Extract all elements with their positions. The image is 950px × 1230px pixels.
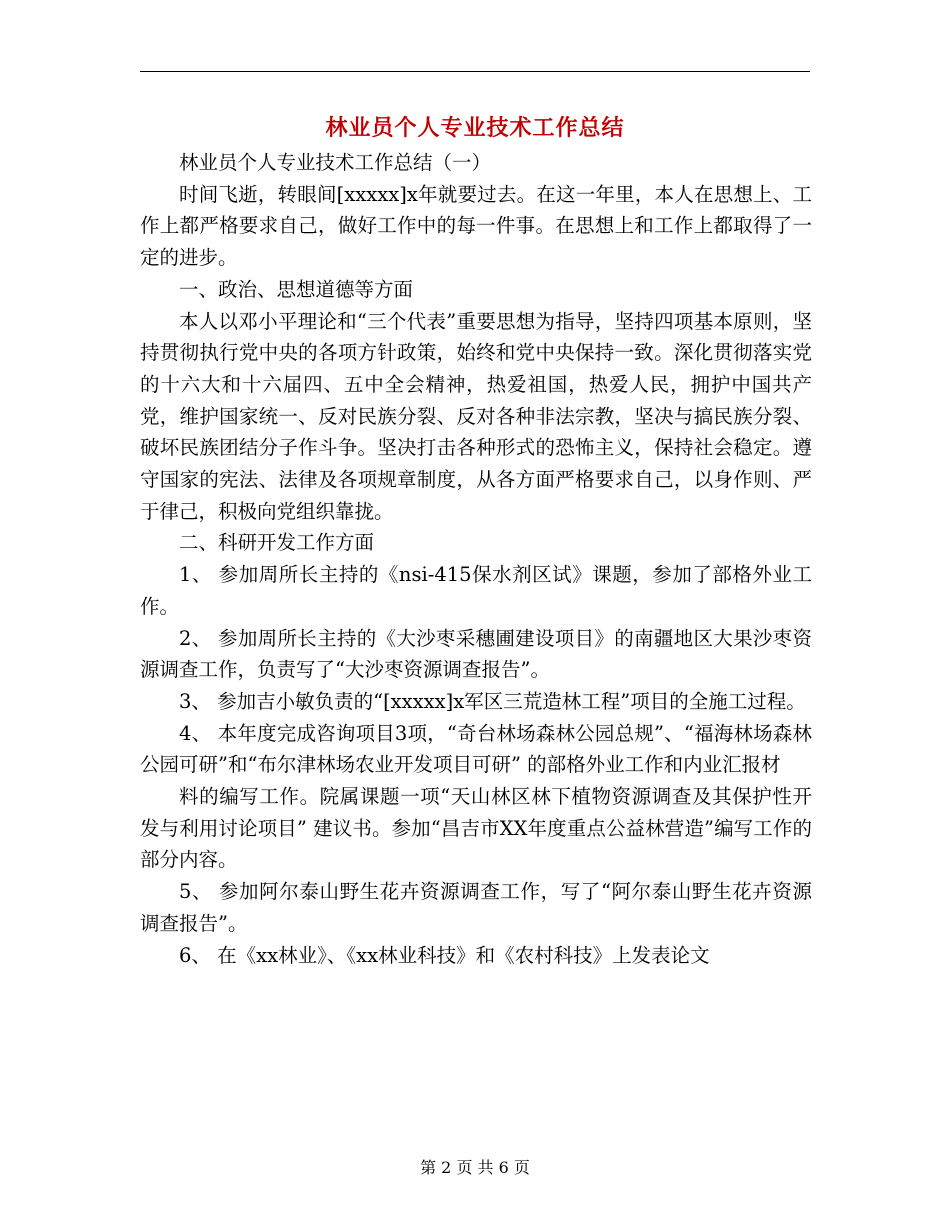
list-item: 4、 本年度完成咨询项目3项，“奇台林场森林公园总规”、“福海林场森林公园可研”和“布尔津林场农业开发项目可研” 的部格外业工作和内业汇报材 (140, 721, 812, 777)
list-item: 3、 参加吉小敏负责的“[xxxxx]x军区三荒造林工程”项目的全施工过程。 (179, 689, 806, 713)
section-heading: 二、科研开发工作方面 (179, 531, 375, 555)
paragraph: 时间飞逝，转眼间[xxxxx]x年就要过去。在这一年里，本人在思想上、工作上都严格要求自己，做好工作中的每一件事。在思想上和工作上都取得了一定的进步。 (140, 182, 812, 270)
paragraph-subtitle: 林业员个人专业技术工作总结（一） (179, 151, 492, 174)
page-number-footer: 第 2 页 共 6 页 (420, 1158, 530, 1177)
list-item: 5、 参加阿尔泰山野生花卉资源调查工作，写了“阿尔泰山野生花卉资源调查报告”。 (140, 880, 812, 935)
paragraph: 料的编写工作。院属课题一项“天山林区林下植物资源调查及其保护性开发与利用讨论项目” 建议书。参加“昌吉市XX年度重点公益林营造”编写工作的部分内容。 (140, 785, 812, 872)
document-body (140, 147, 812, 971)
list-item: 1、 参加周所长主持的《nsi-415保水剂区试》课题，参加了部格外业工作。 (140, 563, 812, 618)
section-heading: 一、政治、思想道德等方面 (179, 277, 414, 301)
header-rule (140, 71, 810, 72)
document-title: 林业员个人专业技术工作总结 (325, 115, 625, 141)
list-item: 6、 在《xx林业》、《xx林业科技》和《农村科技》上发表论文 (179, 943, 710, 967)
paragraph: 本人以邓小平理论和“三个代表”重要思想为指导，坚持四项基本原则，坚持贯彻执行党中央的各项方针政策，始终和党中央保持一致。深化贯彻落实党的十六大和十六届四、五中全会精神，热爱祖国，热爱人民，拥护中国共产党，维护国家统一、反对民族分裂、反对各种非法宗教，坚决与搞民族分裂、破坏民族团结分子作斗争。坚决打击各种形式的恐怖主义，保持社会稳定。遵守国家的宪法、法律及各项规章制度，从各方面严格要求自己，以身作则、严于律己，积极向党组织靠拢。 (140, 309, 812, 523)
list-item: 2、 参加周所长主持的《大沙枣采穗圃建设项目》的南疆地区大果沙枣资源调查工作，负责写了“大沙枣资源调查报告”。 (140, 626, 812, 682)
